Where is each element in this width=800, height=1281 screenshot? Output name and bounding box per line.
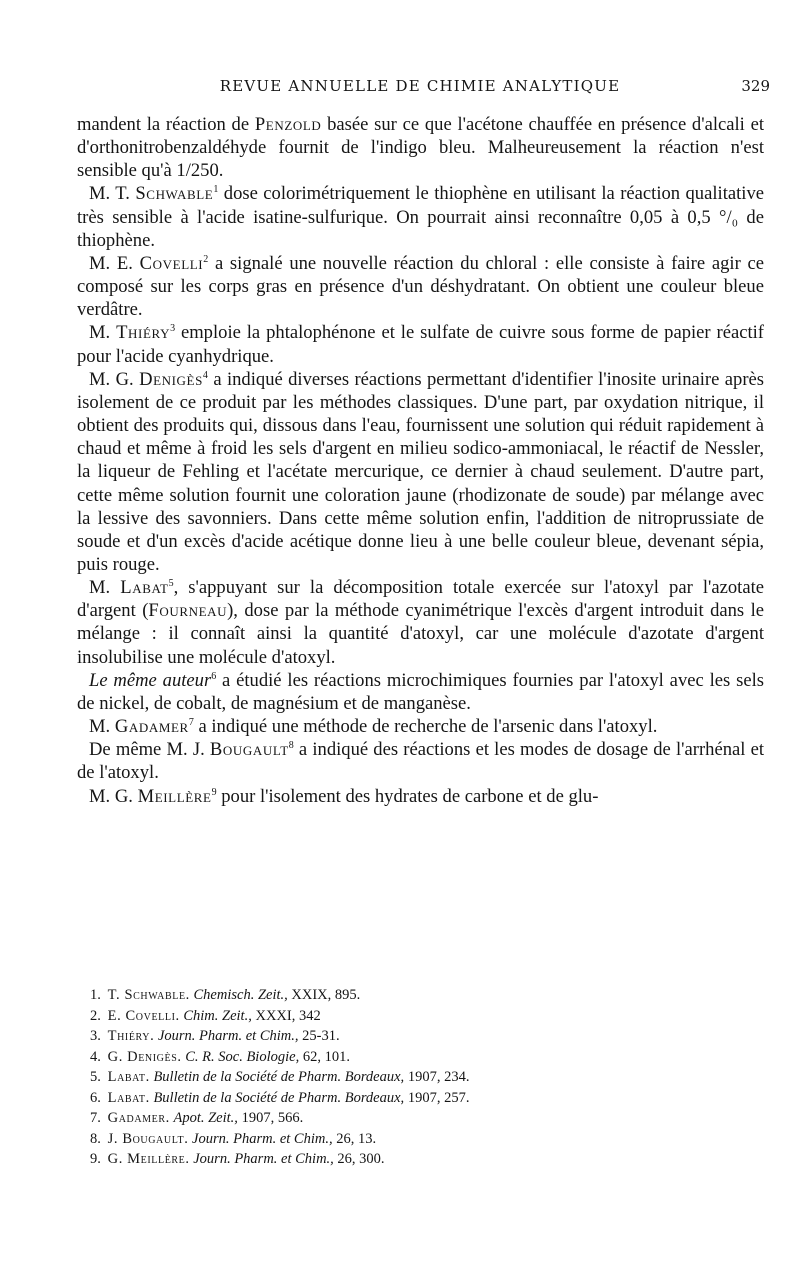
footnote-ref: 9 bbox=[211, 786, 217, 798]
footnote-ref: 7 bbox=[188, 717, 194, 729]
footnote-ref: 4 bbox=[202, 369, 208, 381]
footnote: 8. J. Bougault. Journ. Pharm. et Chim., 26, 13. bbox=[90, 1130, 377, 1147]
paragraph-covelli: M. E. Covelli$^2$ a signalé une nouvelle réaction du chloral : elle consiste à faire agir ce composé sur les corps gras en présence d'un déshydratant. On obtient une couleur bleue verdâtre. bbox=[77, 252, 765, 321]
footnote-ref: 5 bbox=[168, 578, 174, 590]
paragraph-bougault: De même M. J. Bougault$^8$ a indiqué des réactions et les modes de dosage de l'arrhénal et de l'atoxyl. bbox=[77, 739, 765, 784]
paragraph-labat: M. Labat$^5$, s'appuyant sur la décomposition totale exercée sur l'atoxyl par l'azotate d'argent (Fourneau), dose par la méthode cyanimétrique l'excès d'argent introduit dans le mélange : il connaît ainsi la quantité d'atoxyl, car une molécule d'azotate d'argent insolubilise une molécule d'atoxyl. bbox=[77, 577, 764, 668]
paragraph-schwable: M. T. Schwable$^1$ dose colorimétriquement le thiophène en utilisant la réaction qualitative très sensible à l'acide isatine-sulfurique. On pourrait ainsi reconnaître 0,05 à 0,5 °/₀ de thiophène. bbox=[77, 183, 764, 251]
author-name: Gadamer bbox=[114, 716, 189, 738]
paragraph-meme-auteur: Le même auteur$^6$ a étudié les réactions microchimiques fournies par l'atoxyl avec les sels de nickel, de cobalt, de magnésium et de manganèse. bbox=[77, 669, 764, 714]
footnote: 4. G. Denigès. C. R. Soc. Biologie, 62, 101. bbox=[90, 1048, 350, 1065]
footnote-ref: 2 bbox=[203, 253, 209, 265]
running-title: REVUE ANNUELLE DE CHIMIE ANALYTIQUE bbox=[219, 77, 621, 95]
body-text bbox=[77, 113, 764, 808]
author-name: Penzold bbox=[254, 114, 322, 135]
author-name: Labat bbox=[120, 577, 169, 599]
footnote: 7. Gadamer. Apot. Zeit., 1907, 566. bbox=[90, 1110, 304, 1126]
footnote: 1. T. Schwable. Chemisch. Zeit., XXIX, 895. bbox=[90, 987, 361, 1003]
paragraph-meillere: M. G. Meillère$^9$ pour l'isolement des hydrates de carbone et de glu- bbox=[89, 785, 599, 807]
author-name: Meillère bbox=[137, 785, 212, 807]
author-name: Fourneau bbox=[148, 600, 228, 622]
footnote: 2. E. Covelli. Chim. Zeit., XXXI, 342 bbox=[90, 1007, 321, 1024]
footnote-ref: 3 bbox=[170, 323, 176, 335]
footnote-ref: 1 bbox=[213, 184, 219, 196]
paragraph-deniges: M. G. Denigès$^4$ a indiqué diverses réactions permettant d'identifier l'inosite urinaire après isolement de ce produit par les méthodes classiques. D'une part, par oxydation nitrique, il obtient des produits qui, dissous dans l'eau, fournissent une solution qui réduit rapidement à chaud et même à froid les sels d'argent en milieu sodico-ammoniacal, le réactif de Nessler, la liqueur de Fehling et l'acétate mercurique, ce dernier à chaud seulement. D'autre part, cette même solution fournit une coloration jaune (rhodizonate de soude) par mélange avec la lessive des savonniers. Dans cette même solution enfin, l'addition de nitroprussiate de soude et d'un excès d'acide acétique donne lieu à une belle couleur bleue, devenant sépia, puis rouge. bbox=[77, 368, 765, 575]
paragraph-thiery: M. Thiéry$^3$ emploie la phtalophénone et le sulfate de cuivre sous forme de papier réactif pour l'acide cyanhydrique. bbox=[77, 322, 764, 367]
page-number: 329 bbox=[741, 77, 770, 95]
footnote: 9. G. Meillère. Journ. Pharm. et Chim., 26, 300. bbox=[90, 1151, 385, 1167]
author-name: Denigès bbox=[139, 368, 203, 390]
author-name: Covelli bbox=[139, 252, 204, 274]
footnote: 6. Labat. Bulletin de la Société de Pharm. Bordeaux, 1907, 257. bbox=[90, 1089, 470, 1106]
author-name: Bougault bbox=[209, 739, 289, 761]
footnote-ref: 8 bbox=[288, 740, 294, 752]
author-name: Thiéry bbox=[116, 322, 171, 344]
footnote: 3. Thiéry. Journ. Pharm. et Chim., 25-31. bbox=[90, 1028, 340, 1044]
paragraph-penzold: mandent la réaction de Penzold basée sur ce que l'acétone chauffée en présence d'alcali et d'orthonitrobenzaldéhyde fournit de l'indigo bleu. Malheureusement la réaction n'est sensible qu'à 1/250. bbox=[77, 114, 764, 182]
footnote: 5. Labat. Bulletin de la Société de Pharm. Bordeaux, 1907, 234. bbox=[90, 1069, 470, 1085]
footnotes bbox=[90, 985, 740, 1170]
author-name: Schwable bbox=[135, 183, 214, 205]
paragraph-gadamer: M. Gadamer$^7$ a indiqué une méthode de recherche de l'arsenic dans l'atoxyl. bbox=[89, 716, 658, 738]
italic-phrase: Le même auteur bbox=[89, 669, 212, 691]
page-header bbox=[70, 77, 770, 99]
footnote-ref: 6 bbox=[211, 670, 217, 682]
